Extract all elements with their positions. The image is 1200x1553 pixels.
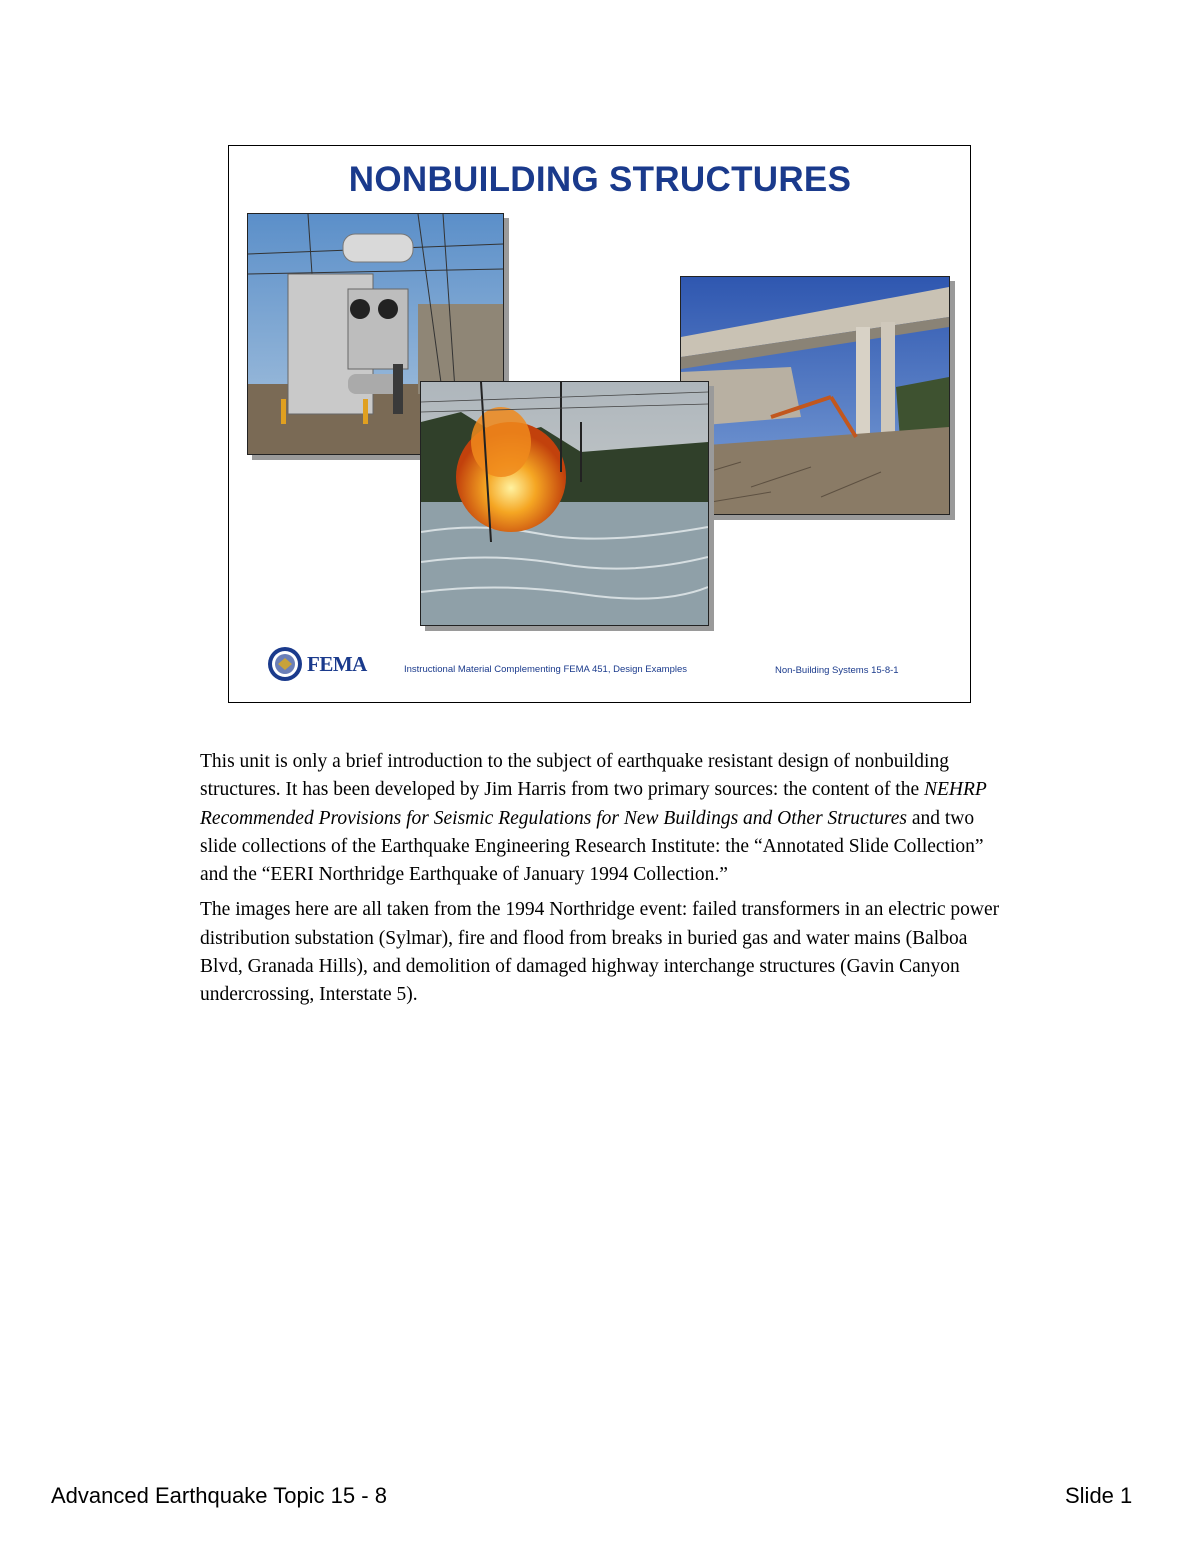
fema-logo (267, 646, 377, 684)
notes-paragraph-1: This unit is only a brief introduction to the subject of earthquake resistant design of nonbuilding structures. It has been developed by Jim Harris from two primary sources: the content of the NEHRP Recommended Provisions for Seismic Regulations for New Buildings and Other Structures and two slide collections of the Earthquake Engineering Research Institute: the “Annotated Slide Collection” and the “EERI Northridge Earthquake of January 1994 Collection.” (200, 751, 987, 886)
slide-title: NONBUILDING STRUCTURES (348, 160, 852, 199)
speaker-notes (200, 748, 1010, 1017)
page-footer-slide-number: Slide 1 (1065, 1483, 1133, 1508)
slide-footer-course: Instructional Material Complementing FEMA 451, Design Examples (404, 664, 688, 675)
page-footer-topic: Advanced Earthquake Topic 15 - 8 (51, 1483, 387, 1508)
photo-fire-and-flood (420, 381, 709, 626)
photo-highway-interchange (680, 276, 950, 515)
notes-citation: NEHRP Recommended Provisions for Seismic Regulations for New Buildings and Other Structures (200, 779, 987, 829)
fema-wordmark: FEMA (307, 652, 367, 676)
notes-paragraph-2: The images here are all taken from the 1994 Northridge event: failed transformers in an electric power distribution substation (Sylmar), fire and flood from breaks in buried gas and water mains (Balboa Blvd, Granada Hills), and demolition of damaged highway interchange structures (Gavin Canyon undercrossing, Interstate 5). (200, 899, 1000, 1006)
fema-seal-icon (267, 646, 303, 682)
slide-footer-number: Non-Building Systems 15-8-1 (775, 665, 899, 676)
